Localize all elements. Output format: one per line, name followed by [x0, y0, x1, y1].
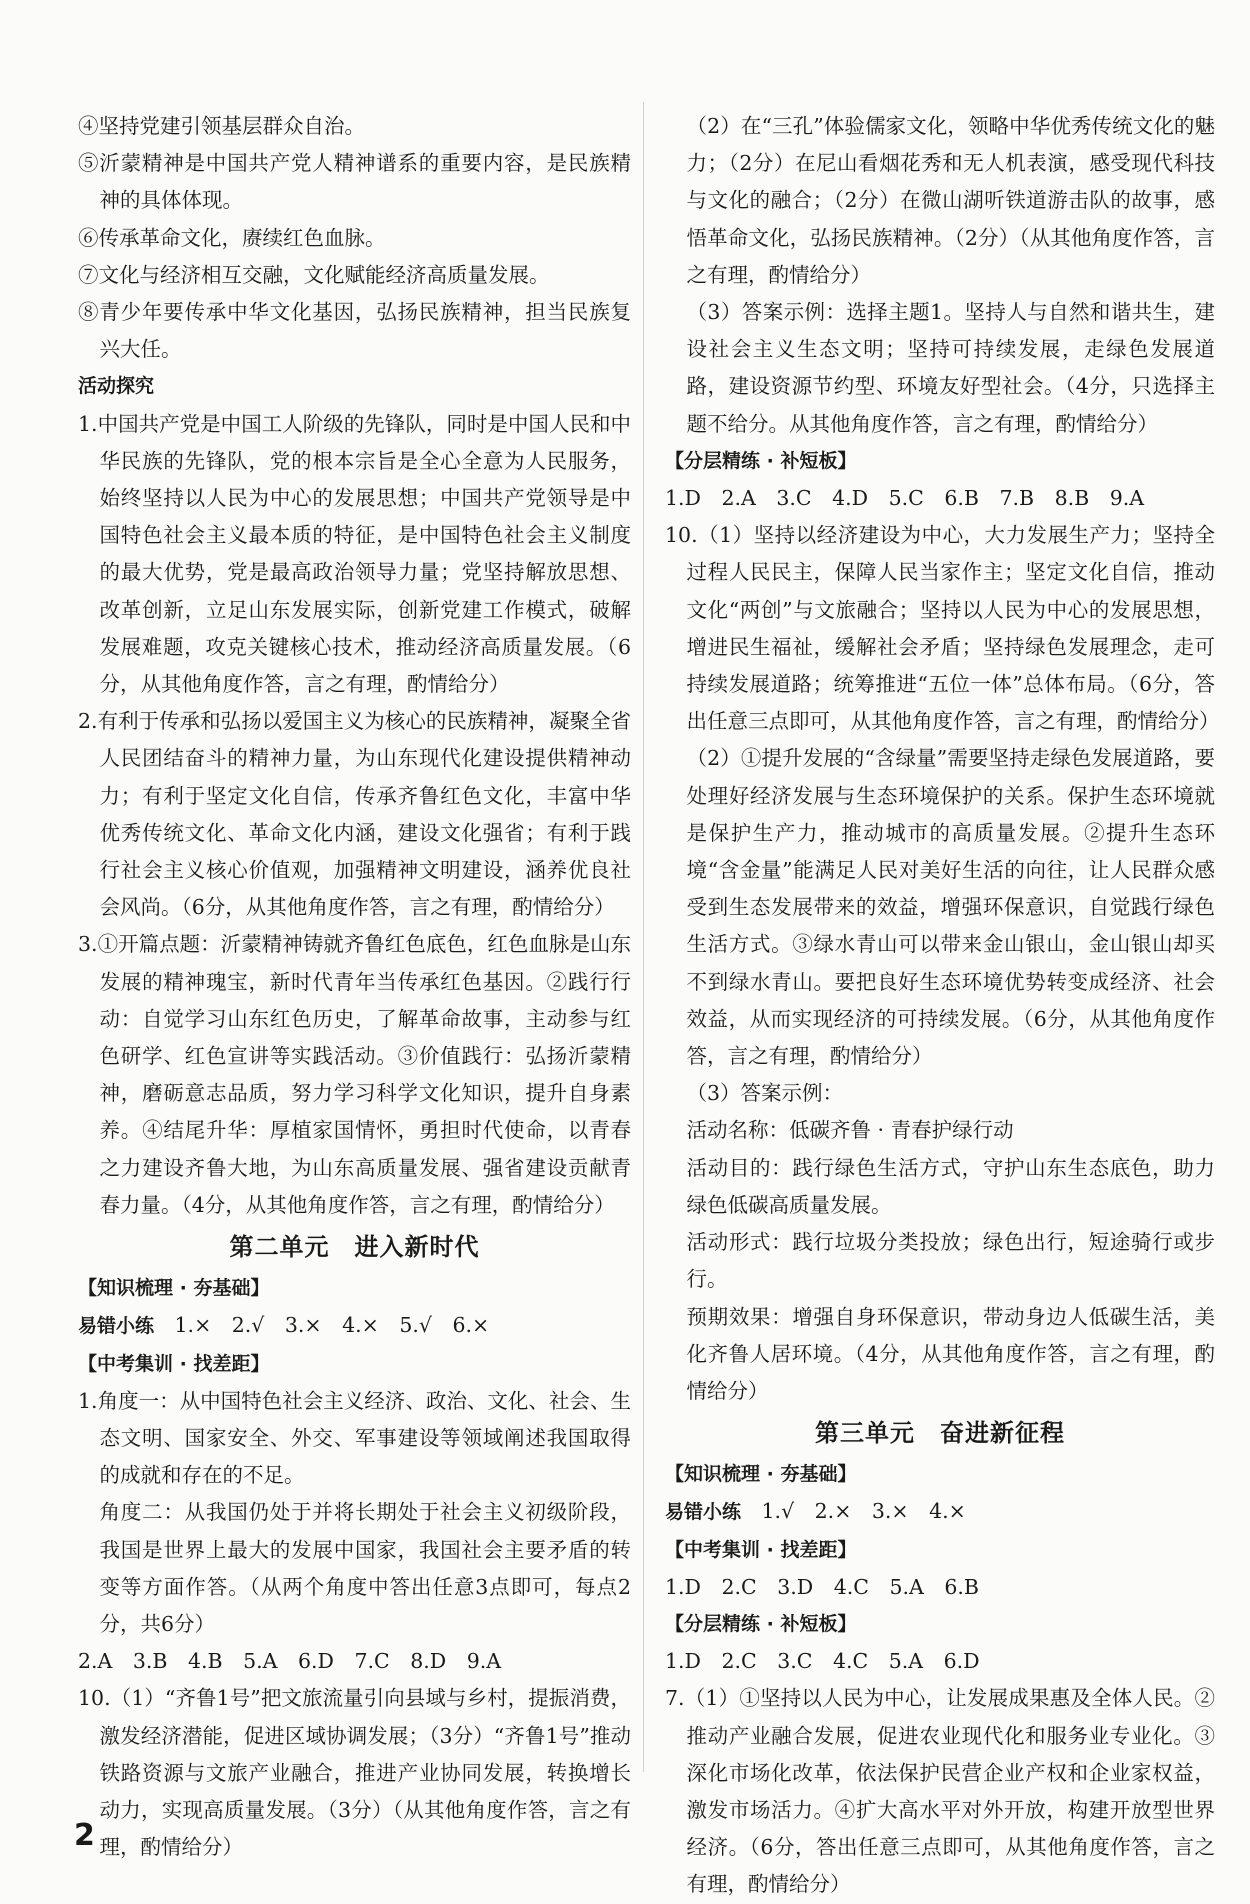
answer-item: 3.①开篇点题：沂蒙精神铸就齐鲁红色底色，红色血脉是山东发展的精神瑰宝，新时代青年当传承红色基因。②践行行动：自觉学习山东红色历史，了解革命故事，主动参与红色研学、红色宣讲等实践活动。③价值践行：弘扬沂蒙精神，磨砺意志品质，努力学习科学文化知识，提升自身素养。④结尾升华：厚植家国情怀，勇担时代使命，以青春之力建设齐鲁大地，为山东高质量发展、强省建设贡献青春力量。（4分，从其他角度作答，言之有理，酌情给分）: [78, 932, 631, 1217]
left-column: [78, 108, 631, 1866]
answer-item: ⑦文化与经济相互交融，文化赋能经济高质量发展。: [78, 262, 550, 287]
column-divider: [643, 102, 644, 1772]
answer-item: （3）答案示例：选择主题1。坚持人与自然和谐共生，建设社会主义生态文明；坚持可持续发展，走绿色发展道路，建设资源节约型、环境友好型社会。（4分，只选择主题不给分。从其他角度作答，言之有理，酌情给分）: [686, 300, 1215, 436]
answer-item: ⑧青少年要传承中华文化基因，弘扬民族精神，担当民族复兴大任。: [78, 300, 631, 362]
unit-title: 第二单元 进入新时代: [229, 1233, 480, 1262]
answer-item: 角度二：从我国仍处于并将长期处于社会主义初级阶段，我国是世界上最大的发展中国家，我国社会主要矛盾的转变等方面作答。（从两个角度中答出任意3点即可，每点2分，共6分）: [99, 1500, 631, 1636]
section-heading: 【中考集训 · 找差距】: [78, 1352, 270, 1375]
answer-item: 1.角度一：从中国特色社会主义经济、政治、文化、社会、生态文明、国家安全、外交、军事建设等领域阐述我国取得的成就和存在的不足。: [78, 1388, 631, 1488]
activity-effect: 预期效果：增强自身环保意识，带动身边人低碳生活，美化齐鲁人居环境。（4分，从其他角度作答，言之有理，酌情给分）: [686, 1304, 1215, 1403]
answer-item: （2）①提升发展的“含绿量”需要坚持走绿色发展道路，要处理好经济发展与生态环境保护的关系。保护生态环境就是保护生产力，推动城市的高质量发展。②提升生态环境“含金量”能满足人民对美好生活的向往，让人民群众感受到生态发展带来的效益，增强环保意识，自觉践行绿色生活方式。③绿水青山可以带来金山银山，金山银山却买不到绿水青山。要把良好生态环境优势转变成经济、社会效益，从而实现经济的可持续发展。（6分，从其他角度作答，言之有理，酌情给分）: [686, 746, 1215, 1069]
section-heading: 【分层精练 · 补短板】: [665, 1612, 857, 1635]
unit-title: 第三单元 奋进新征程: [815, 1419, 1065, 1448]
right-column: [665, 108, 1220, 1904]
choice-answers: 1.D 2.A 3.C 4.D 5.C 6.B 7.B 8.B 9.A: [665, 486, 1145, 511]
activity-goal: 活动目的：践行绿色生活方式，守护山东生态底色，助力绿色低碳高质量发展。: [686, 1155, 1215, 1217]
errors-answers: 1.√ 2.× 3.× 4.×: [761, 1499, 966, 1524]
errors-label: 易错小练: [78, 1315, 155, 1338]
answer-item: 2.有利于传承和弘扬以爱国主义为核心的民族精神，凝聚全省人民团结奋斗的精神力量，为山东现代化建设提供精神动力；有利于坚定文化自信，传承齐鲁红色文化，丰富中华优秀传统文化、革命文化内涵，建设文化强省；有利于践行社会主义核心价值观，加强精神文明建设，涵养优良社会风尚。（6分，从其他角度作答，言之有理，酌情给分）: [78, 709, 631, 920]
activity-name: 活动名称：低碳齐鲁 · 青春护绿行动: [686, 1118, 1014, 1143]
errors-practice: [665, 1493, 1215, 1531]
activity-form: 活动形式：践行垃圾分类投放；绿色出行，短途骑行或步行。: [686, 1230, 1215, 1292]
section-heading: 【知识梳理 · 夯基础】: [665, 1463, 857, 1486]
section-heading: 【知识梳理 · 夯基础】: [78, 1277, 270, 1300]
answer-item: 10.（1）坚持以经济建设为中心，大力发展生产力；坚持全过程人民民主，保障人民当家作主；坚定文化自信，推动文化“两创”与文旅融合；坚持以人民为中心的发展思想，增进民生福祉，缓解社会矛盾；坚持绿色发展理念，走可持续发展道路；统筹推进“五位一体”总体布局。（6分，答出任意三点即可，从其他角度作答，言之有理，酌情给分）: [665, 523, 1220, 734]
errors-practice: [78, 1307, 631, 1345]
answer-item: ④坚持党建引领基层群众自治。: [78, 114, 365, 138]
choice-answers: 2.A 3.B 4.B 5.A 6.D 7.C 8.D 9.A: [78, 1649, 502, 1674]
answer-item: 1.中国共产党是中国工人阶级的先锋队，同时是中国人民和中华民族的先锋队，党的根本宗旨是全心全意为人民服务，始终坚持以人民为中心的发展思想；中国共产党领导是中国特色社会主义最本质的特征，是中国特色社会主义制度的最大优势，党是最高政治领导力量；党坚持解放思想、改革创新，立足山东发展实际，创新党建工作模式，破解发展难题，攻克关键核心技术，推动经济高质量发展。（6分，从其他角度作答，言之有理，酌情给分）: [78, 411, 631, 697]
errors-label: 易错小练: [665, 1501, 742, 1524]
section-heading: 【分层精练 · 补短板】: [665, 449, 857, 472]
page-number: 2: [74, 1818, 95, 1853]
answer-item: 10.（1）“齐鲁1号”把文旅流量引向县域与乡村，提振消费，激发经济潜能，促进区域协调发展；（3分）“齐鲁1号”推动铁路资源与文旅产业融合，推进产业协同发展，转换增长动力，实现高质量发展。（3分）（从其他角度作答，言之有理，酌情给分）: [78, 1686, 631, 1860]
answer-item: （2）在“三孔”体验儒家文化，领略中华优秀传统文化的魅力；（2分）在尼山看烟花秀和无人机表演，感受现代科技与文化的融合；（2分）在微山湖听铁道游击队的故事，感悟革命文化，弘扬民族精神。（2分）（从其他角度作答，言之有理，酌情给分）: [686, 114, 1215, 287]
answer-item: （3）答案示例：: [686, 1081, 844, 1106]
choice-answers: 1.D 2.C 3.C 4.C 5.A 6.D: [665, 1649, 980, 1674]
answer-item: ⑥传承革命文化，赓续红色血脉。: [78, 225, 386, 250]
section-heading: 【中考集训 · 找差距】: [665, 1538, 857, 1561]
errors-answers: 1.× 2.√ 3.× 4.× 5.√ 6.×: [174, 1313, 490, 1338]
section-heading: 活动探究: [78, 375, 155, 398]
answer-item: 7.（1）①坚持以人民为中心，让发展成果惠及全体人民。②推动产业融合发展，促进农业现代化和服务业专业化。③深化市场化改革，依法保护民营企业产权和企业家权益，激发市场活力。④扩大高水平对外开放，构建开放型世界经济。（6分，答出任意三点即可，从其他角度作答，言之有理，酌情给分）: [665, 1686, 1215, 1897]
answer-item: ⑤沂蒙精神是中国共产党人精神谱系的重要内容，是民族精神的具体体现。: [78, 151, 631, 213]
choice-answers: 1.D 2.C 3.D 4.C 5.A 6.B: [665, 1574, 979, 1599]
